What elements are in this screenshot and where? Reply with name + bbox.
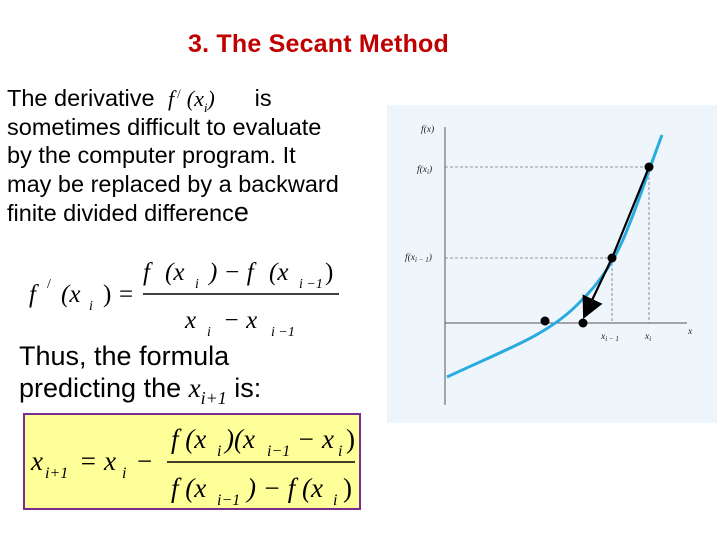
formula-num-sub3: i <box>338 443 343 460</box>
formula-den-sub1: i−1 <box>217 492 241 508</box>
thus-line-2-end: is: <box>226 373 262 403</box>
eq1-den-x1: x <box>185 307 197 334</box>
inline-x: (x <box>186 86 204 111</box>
eq1-num-f1: f <box>143 259 150 286</box>
inline-derivative <box>168 86 215 116</box>
eq1-num-x1: (x <box>165 259 185 286</box>
inline-sub: i <box>203 100 208 115</box>
para-line-1-start: The derivative <box>7 85 155 111</box>
formula-num-close: ) <box>346 424 355 454</box>
eq1-num-mid: ) − f <box>209 259 254 286</box>
formula-num-f: f (x <box>171 424 207 454</box>
formula-den-sub2: i <box>333 492 338 508</box>
para-line-3: by the computer program. It <box>7 142 296 168</box>
eq1-lhs-x: (x <box>61 281 81 308</box>
formula-lhs-x: x <box>31 446 43 476</box>
eq1-lhs-prime: / <box>47 277 51 292</box>
para-line-5-start: finite divided differenc <box>7 200 234 226</box>
thus-line-1: Thus, the formula <box>19 341 230 371</box>
graph-label-fxi-text: f(x <box>417 165 428 175</box>
inline-prime: / <box>177 86 181 101</box>
formula-den-mid: ) − f (x <box>247 473 323 503</box>
thus-text <box>19 340 261 414</box>
eq1-lhs-close: ) <box>103 281 112 308</box>
para-line-5-end: e <box>233 197 249 227</box>
backward-difference-equation <box>25 252 355 338</box>
para-line-5 <box>7 198 379 228</box>
graph-point-xip1 <box>579 319 588 328</box>
eq1-den-sub2: i −1 <box>271 325 295 338</box>
graph-point-xi <box>645 163 654 172</box>
graph-point-root <box>541 317 550 326</box>
graph-label-fxim1-sub: i − 1 <box>415 256 429 264</box>
formula-num-mid: )(x <box>225 424 255 454</box>
eq1-den-sub1: i <box>207 325 211 338</box>
graph-label-fxim1-close: ) <box>428 253 432 263</box>
thus-line-2 <box>19 372 261 414</box>
eq1-num-x2: (x <box>269 259 289 286</box>
formula-num-minus: − x <box>297 424 334 454</box>
eq1-num-sub1: i <box>195 277 199 292</box>
formula-den-close: ) <box>343 473 352 503</box>
formula-eq-x: = x <box>79 446 116 476</box>
eq1-lhs-sub: i <box>89 299 93 314</box>
graph-label-fxi <box>417 164 432 176</box>
formula-lhs-sub: i+1 <box>45 465 69 482</box>
formula-num-sub2: i−1 <box>267 443 291 460</box>
eq1-den-x2: − x <box>223 307 258 334</box>
slide-title: 3. The Secant Method <box>188 30 449 58</box>
formula-den-f: f (x <box>171 473 207 503</box>
eq1-num-close: ) <box>325 259 334 286</box>
graph-x-axis-label: x <box>688 327 693 337</box>
formula-minus: − <box>137 446 153 476</box>
graph-background <box>387 105 717 423</box>
para-line-1-end: is <box>254 85 272 111</box>
secant-formula-box <box>23 413 361 510</box>
formula-num-sub1: i <box>217 443 222 460</box>
graph-tick-xi-sub: i <box>649 335 652 343</box>
graph-y-axis-label: f(x) <box>421 125 435 135</box>
formula-eq-sub: i <box>122 465 127 482</box>
graph-point-xim1 <box>608 254 617 263</box>
para-line-4: may be replaced by a backward <box>7 170 339 197</box>
graph-tick-xim1-text: x <box>601 332 606 342</box>
graph-label-fxi-close: ) <box>428 165 433 175</box>
secant-formula <box>25 415 359 508</box>
inline-f: f <box>168 86 175 111</box>
eq1-lhs-f: f <box>29 281 36 308</box>
inline-close: ) <box>207 86 215 111</box>
para-line-2: sometimes difficult to evaluate <box>7 113 322 140</box>
secant-graph <box>387 105 717 423</box>
thus-var: x <box>188 373 201 403</box>
eq1-num-sub2: i −1 <box>299 277 323 292</box>
eq1-equals: = <box>119 281 134 308</box>
graph-label-fxim1-text: f(x <box>405 253 416 263</box>
graph-tick-xi-text: x <box>645 332 650 342</box>
thus-var-sub: i+1 <box>200 388 227 408</box>
graph-tick-xim1-sub: i − 1 <box>605 335 619 343</box>
thus-line-2-start: predicting the <box>19 373 189 403</box>
graph-label-fxi-sub: i <box>427 168 429 176</box>
